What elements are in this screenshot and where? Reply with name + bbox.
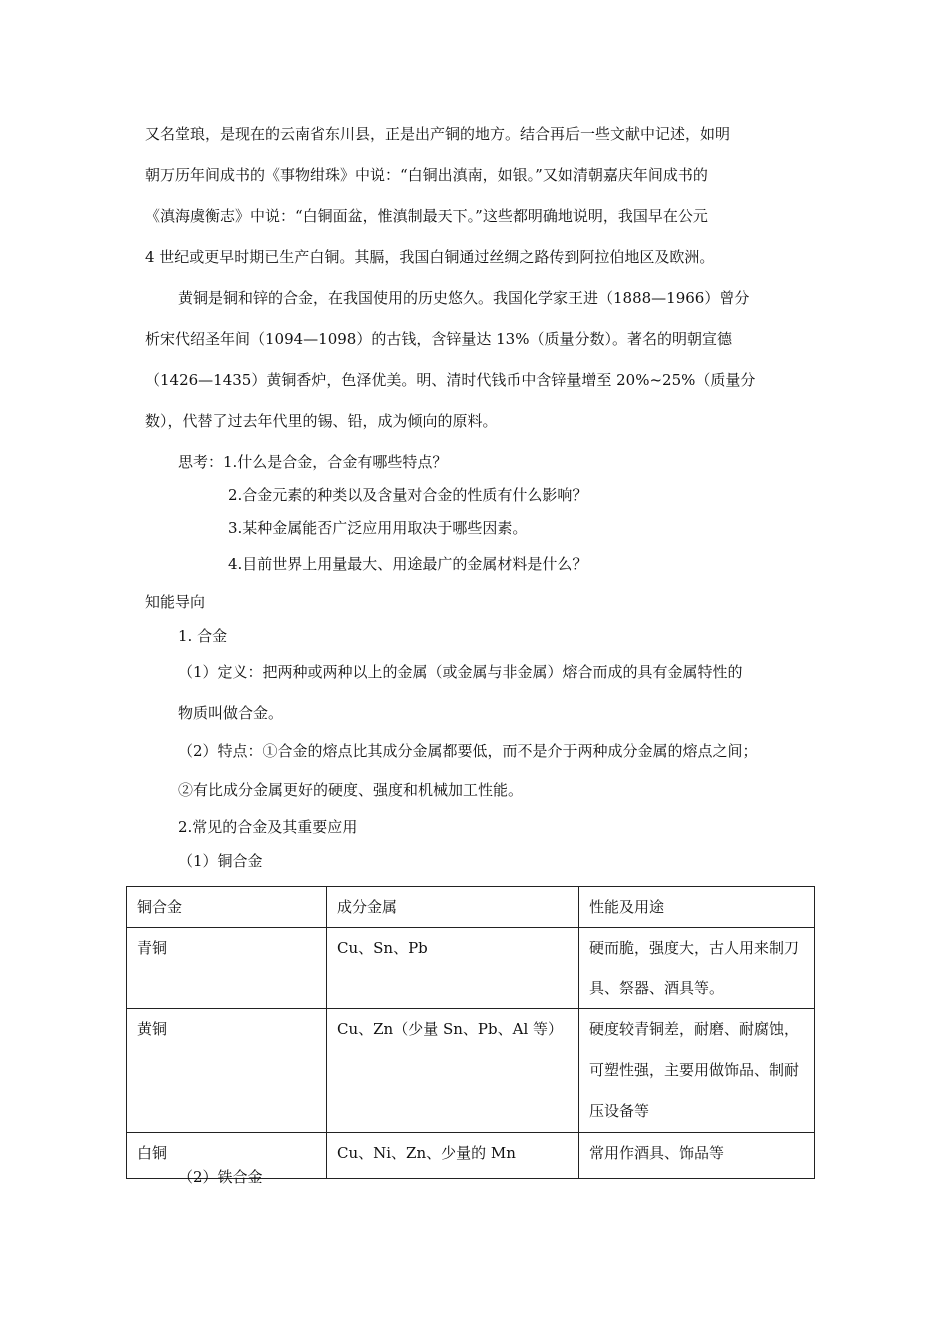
paragraph2-line: 析宋代绍圣年间（1094—1098）的古钱，含锌量达 13%（质量分数）。著名的明朝宣德 [145,330,732,348]
table-row [127,928,815,1009]
table-header-cell: 性能及用途 [579,887,815,928]
table-cell-composition: Cu、Ni、Zn、少量的 Mn [327,1133,579,1179]
table-cell-usage: 硬而脆，强度大，古人用来制刀具、祭器、酒具等。 [579,928,815,1009]
common-alloys-heading: 2.常见的合金及其重要应用 [178,818,358,836]
alloy-definition-line: 物质叫做合金。 [178,704,284,722]
alloy-features-line: ②有比成分金属更好的硬度、强度和机械加工性能。 [178,781,524,799]
paragraph2-line: 数），代替了过去年代里的锡、铅，成为倾向的原料。 [145,412,498,430]
thinking-question-1: 思考：1.什么是合金，合金有哪些特点？ [178,453,448,471]
table-header-row [127,887,815,928]
table-cell-composition: Cu、Zn（少量 Sn、Pb、Al 等） [327,1009,579,1133]
table-row [127,1009,815,1133]
paragraph2-line: 黄铜是铜和锌的合金，在我国使用的历史悠久。我国化学家王进（1888—1966）曾分 [178,289,750,307]
thinking-question-3: 3.某种金属能否广泛应用用取决于哪些因素。 [228,519,528,537]
iron-alloy-heading: （2）铁合金 [178,1168,263,1186]
copper-alloy-heading: （1）铜合金 [178,852,263,870]
paragraph1-line: 朝万历年间成书的《事物绀珠》中说：“白铜出滇南，如银。”又如清朝嘉庆年间成书的 [145,166,708,184]
thinking-question-2: 2.合金元素的种类以及含量对合金的性质有什么影响？ [228,486,588,504]
section-title: 知能导向 [145,593,206,611]
paragraph1-line: 《滇海虞衡志》中说：“白铜面盆，惟滇制最天下。”这些都明确地说明，我国早在公元 [145,207,708,225]
table-cell-name: 青铜 [127,928,327,1009]
table-cell-name: 白铜 [127,1133,327,1179]
table-cell-composition: Cu、Sn、Pb [327,928,579,1009]
thinking-question-4: 4.目前世界上用量最大、用途最广的金属材料是什么？ [228,555,588,573]
paragraph1-line: 又名堂琅，是现在的云南省东川县，正是出产铜的地方。结合再后一些文献中记述，如明 [145,125,731,143]
paragraph2-line: （1426—1435）黄铜香炉，色泽优美。明、清时代钱币中含锌量增至 20%~25%（质量分 [145,371,756,389]
table-cell-usage: 常用作酒具、饰品等 [579,1133,815,1179]
alloy-definition-line: （1）定义：把两种或两种以上的金属（或金属与非金属）熔合而成的具有金属特性的 [178,663,743,681]
paragraph1-line: 4 世纪或更早时期已生产白铜。其膈，我国白铜通过丝绸之路传到阿拉伯地区及欧洲。 [145,248,715,266]
table-header-cell: 成分金属 [327,887,579,928]
copper-alloy-table [126,886,815,1179]
table-cell-name: 黄铜 [127,1009,327,1133]
table-header-cell: 铜合金 [127,887,327,928]
table-cell-usage: 硬度较青铜差，耐磨、耐腐蚀，可塑性强，主要用做饰品、制耐压设备等 [579,1009,815,1133]
alloy-heading: 1. 合金 [178,627,228,645]
alloy-features-line: （2）特点：①合金的熔点比其成分金属都要低，而不是介于两种成分金属的熔点之间； [178,742,758,760]
